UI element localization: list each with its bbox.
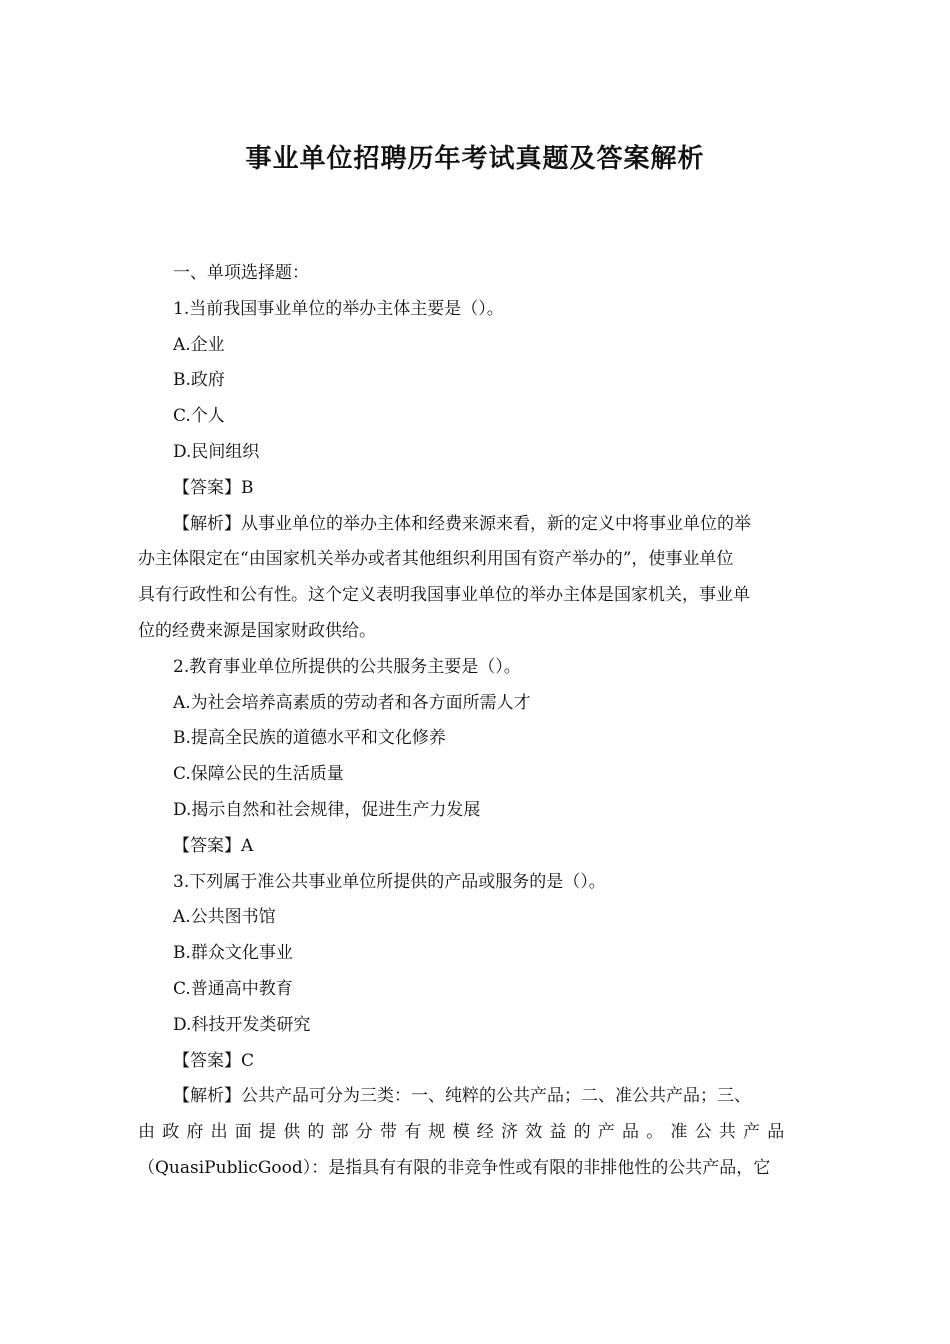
question-stem: 3.下列属于准公共事业单位所提供的产品或服务的是（）。 bbox=[173, 871, 606, 892]
option-c: C.保障公民的生活质量 bbox=[173, 764, 344, 785]
analysis-paragraph bbox=[138, 1079, 834, 1186]
section-heading: 一、单项选择题： bbox=[173, 263, 309, 283]
analysis-line: 办主体限定在“由国家机关举办或者其他组织利用国有资产举办的”，使事业单位 bbox=[138, 549, 734, 570]
option-d: D.揭示自然和社会规律，促进生产力发展 bbox=[173, 799, 481, 820]
option-b: B.群众文化事业 bbox=[173, 943, 293, 964]
document-body bbox=[138, 256, 834, 1187]
analysis-line: 【解析】公共产品可分为三类：一、纯粹的公共产品；二、准公共产品；三、 bbox=[173, 1086, 751, 1107]
question-stem: 1.当前我国事业单位的举办主体主要是（）。 bbox=[173, 298, 504, 319]
option-a: A.公共图书馆 bbox=[173, 907, 276, 928]
option-a: A.企业 bbox=[173, 334, 225, 355]
analysis-line: 位的经费来源是国家财政供给。 bbox=[138, 620, 376, 641]
answer-label: 【答案】B bbox=[173, 477, 254, 498]
analysis-paragraph bbox=[138, 507, 834, 650]
option-a: A.为社会培养高素质的劳动者和各方面所需人才 bbox=[173, 692, 531, 713]
document-title: 事业单位招聘历年考试真题及答案解析 bbox=[245, 144, 705, 174]
analysis-line: 由政府出面提供的部分带有规模经济效益的产品。准公共产品 bbox=[138, 1122, 792, 1143]
answer-label: 【答案】C bbox=[173, 1050, 255, 1071]
analysis-line: （QuasiPublicGood）：是指具有有限的非竞争性或有限的非排他性的公共产品，它 bbox=[138, 1157, 771, 1178]
option-d: D.科技开发类研究 bbox=[173, 1014, 311, 1035]
question-stem: 2.教育事业单位所提供的公共服务主要是（）。 bbox=[173, 656, 521, 677]
answer-label: 【答案】A bbox=[173, 835, 254, 856]
option-c: C.个人 bbox=[173, 406, 225, 427]
analysis-line: 【解析】从事业单位的举办主体和经费来源来看，新的定义中将事业单位的举 bbox=[173, 513, 751, 534]
option-d: D.民间组织 bbox=[173, 441, 260, 462]
analysis-line: 具有行政性和公有性。这个定义表明我国事业单位的举办主体是国家机关，事业单 bbox=[138, 585, 750, 606]
option-b: B.政府 bbox=[173, 370, 225, 391]
option-b: B.提高全民族的道德水平和文化修养 bbox=[173, 728, 446, 749]
option-c: C.普通高中教育 bbox=[173, 978, 293, 999]
